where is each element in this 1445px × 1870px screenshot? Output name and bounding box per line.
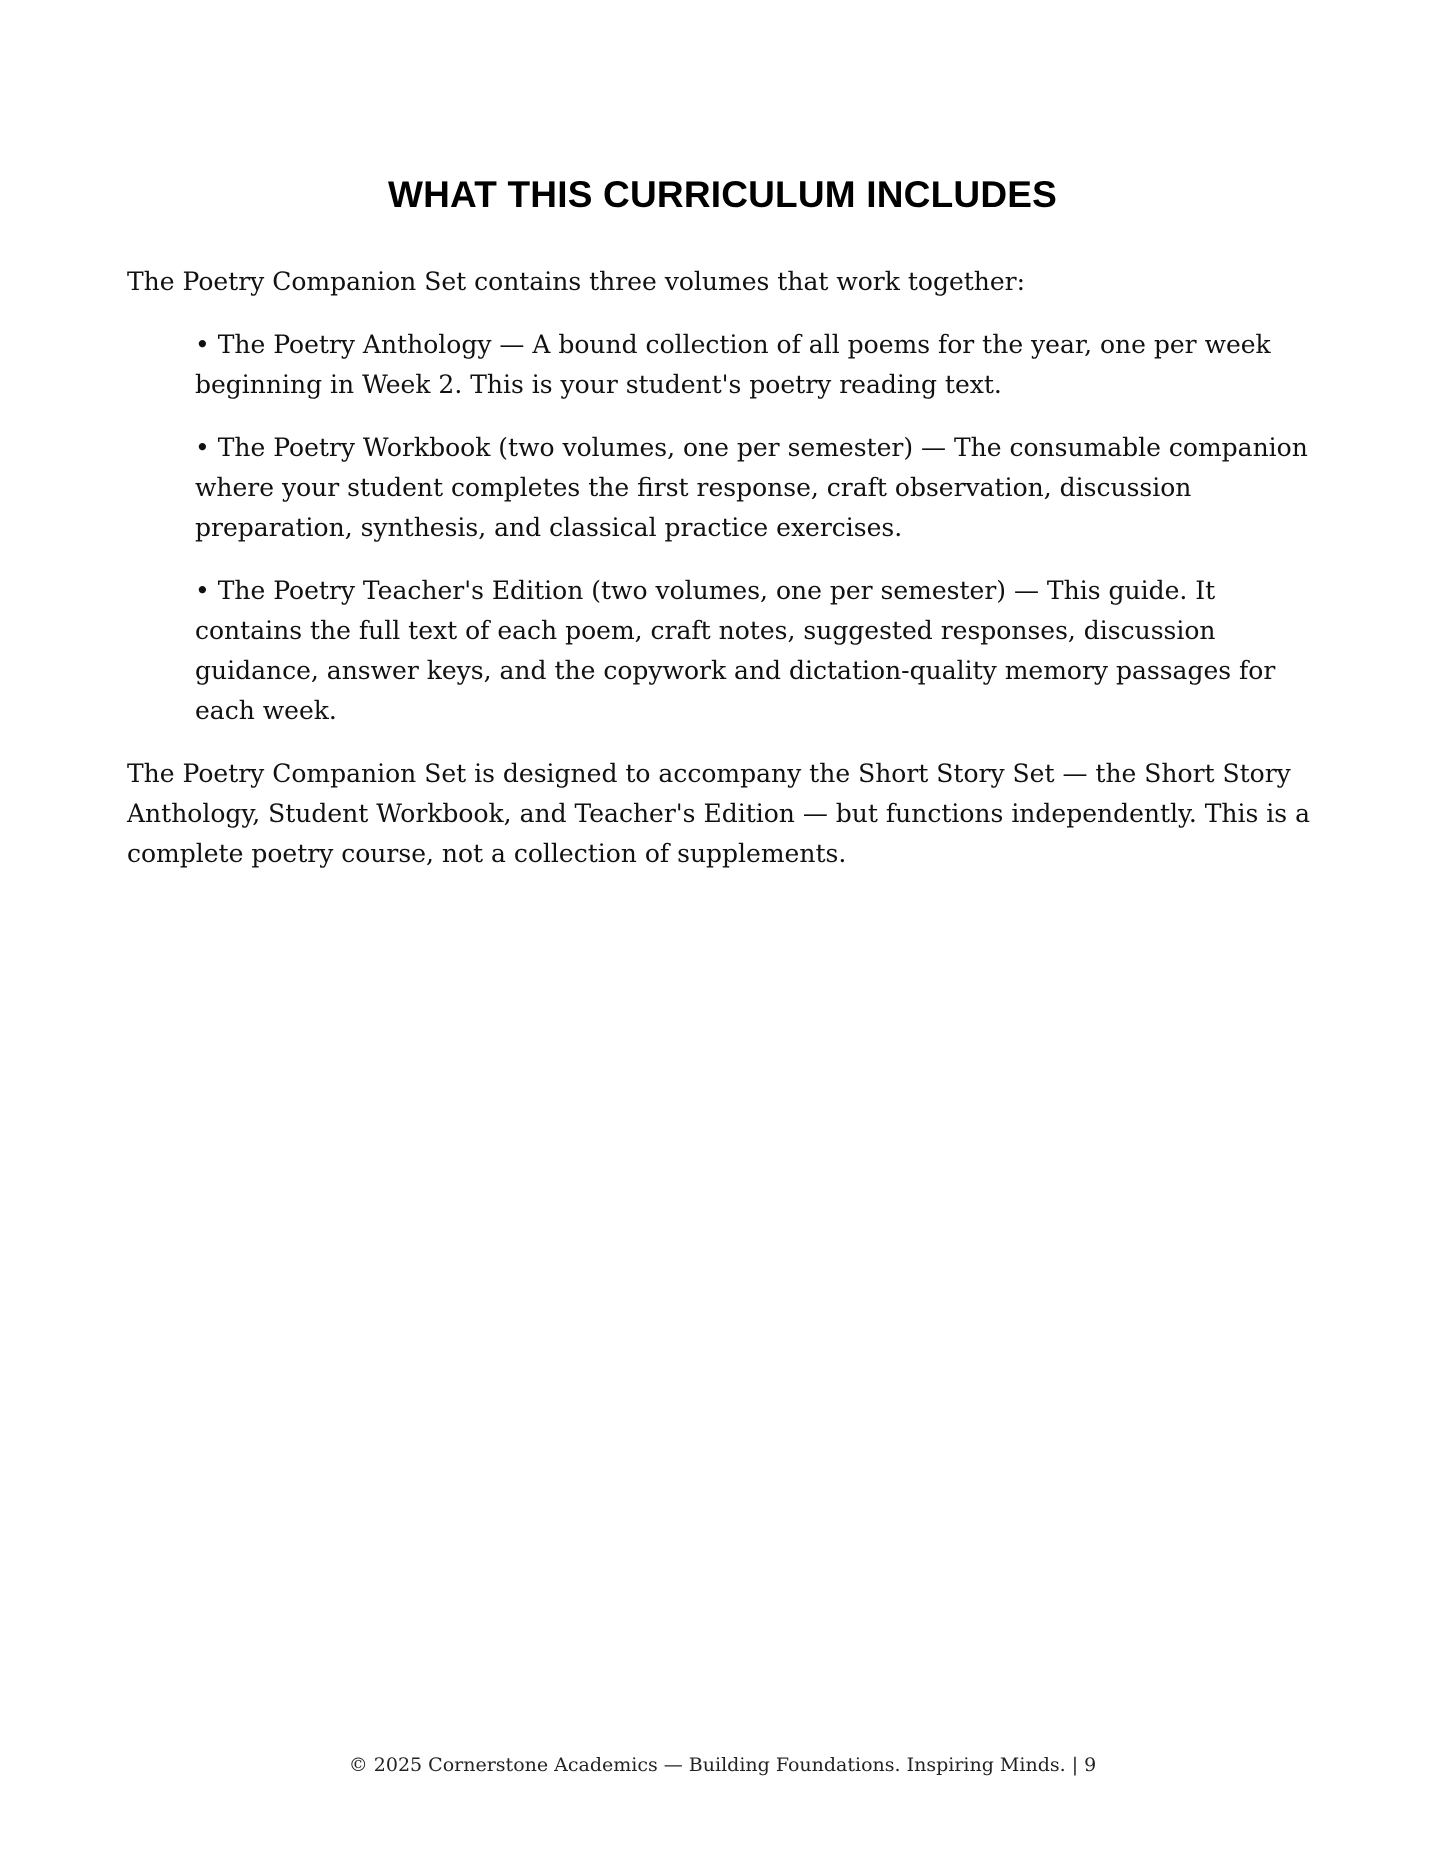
body-content [127,262,1322,897]
list-item-workbook: • The Poetry Workbook (two volumes, one per semester) — The consumable companion where your student completes the first response, craft observation, discussion preparation, synthesis, and classical practice exercises. [195,433,1308,542]
intro-paragraph: The Poetry Companion Set contains three volumes that work together: [127,267,1026,296]
volume-list [127,325,1322,731]
page-title: WHAT THIS CURRICULUM INCLUDES [388,174,1057,215]
closing-paragraph: The Poetry Companion Set is designed to accompany the Short Story Set — the Short Story Anthology, Student Workbook, and Teacher's Edition — but functions independently. This is a complete poetry course, not a collection of supplements. [127,759,1310,868]
list-item-anthology: • The Poetry Anthology — A bound collection of all poems for the year, one per week beginning in Week 2. This is your student's poetry reading text. [195,330,1271,399]
list-item-teachers-edition: • The Poetry Teacher's Edition (two volumes, one per semester) — This guide. It contains the full text of each poem, craft notes, suggested responses, discussion guidance, answer keys, and the copywork and dictation-quality memory passages for each week. [195,576,1276,725]
page-footer: © 2025 Cornerstone Academics — Building Foundations. Inspiring Minds. | 9 [348,1754,1097,1776]
